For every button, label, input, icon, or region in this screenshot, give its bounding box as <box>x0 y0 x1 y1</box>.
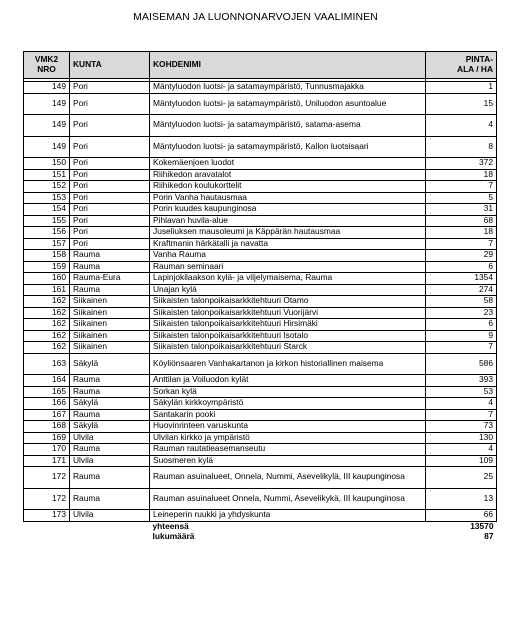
cell-pinta-ala: 9 <box>426 330 497 342</box>
cell-pinta-ala: 4 <box>426 444 497 456</box>
cell-nro: 149 <box>24 136 70 158</box>
header-nro: VMK2 NRO <box>24 52 70 79</box>
cell-nro: 172 <box>24 467 70 489</box>
cell-kunta: Rauma <box>70 386 150 398</box>
table-row <box>24 386 497 398</box>
table-row <box>24 296 497 308</box>
cell-pinta-ala: 53 <box>426 386 497 398</box>
count-label: lukumäärä <box>152 532 195 542</box>
cell-kunta: Pori <box>70 82 150 94</box>
cell-pinta-ala: 7 <box>426 238 497 250</box>
cell-kohdenimi: Siikaisten talonpoikaisarkkitehtuuri Otamo <box>150 296 426 308</box>
table-row <box>24 136 497 158</box>
cell-kunta: Siikainen <box>70 330 150 342</box>
cell-kohdenimi: Siikaisten talonpoikaisarkkitehtuuri Starck <box>150 342 426 354</box>
cell-kohdenimi: Köyliönsaaren Vanhakartanon ja kirkon historiallinen maisema <box>150 353 426 375</box>
cell-nro: 162 <box>24 319 70 331</box>
cell-nro: 165 <box>24 386 70 398</box>
cell-kohdenimi: Porin Vanha hautausmaa <box>150 192 426 204</box>
cell-kohdenimi: Siikaisten talonpoikaisarkkitehtuuri Isotalo <box>150 330 426 342</box>
cell-nro: 164 <box>24 375 70 387</box>
cell-kohdenimi: Suosmeren kylä <box>150 455 426 467</box>
cell-nro: 162 <box>24 307 70 319</box>
cell-nro: 168 <box>24 421 70 433</box>
cell-kohdenimi: Lapinjokilaakson kylä- ja viljelymaisema, Rauma <box>150 273 426 285</box>
table-row <box>24 204 497 216</box>
cell-kohdenimi: Kokemäenjoen luodot <box>150 158 426 170</box>
cell-kunta: Pori <box>70 227 150 239</box>
cell-nro: 160 <box>24 273 70 285</box>
cell-kohdenimi: Huovinrinteen varuskunta <box>150 421 426 433</box>
data-table <box>23 51 497 543</box>
cell-kohdenimi: Vanha Rauma <box>150 250 426 262</box>
cell-pinta-ala: 372 <box>426 158 497 170</box>
total-value: 13570 <box>470 521 494 531</box>
cell-pinta-ala: 4 <box>426 398 497 410</box>
table-row <box>24 375 497 387</box>
cell-nro: 169 <box>24 432 70 444</box>
cell-nro: 153 <box>24 192 70 204</box>
cell-kohdenimi: Ulvilan kirkko ja ympäristö <box>150 432 426 444</box>
table-row <box>24 353 497 375</box>
table-row <box>24 169 497 181</box>
cell-kunta: Pori <box>70 169 150 181</box>
cell-kunta: Pori <box>70 204 150 216</box>
table-row <box>24 82 497 94</box>
cell-pinta-ala: 7 <box>426 342 497 354</box>
cell-pinta-ala: 1354 <box>426 273 497 285</box>
cell-nro: 162 <box>24 296 70 308</box>
table-row <box>24 432 497 444</box>
cell-kohdenimi: Siikaisten talonpoikaisarkkitehtuuri Hirsimäki <box>150 319 426 331</box>
cell-nro: 155 <box>24 215 70 227</box>
cell-nro: 150 <box>24 158 70 170</box>
cell-kohdenimi: Siikaisten talonpoikaisarkkitehtuuri Vuorijärvi <box>150 307 426 319</box>
cell-nro: 167 <box>24 409 70 421</box>
table-row <box>24 307 497 319</box>
cell-pinta-ala: 4 <box>426 115 497 137</box>
cell-pinta-ala: 15 <box>426 93 497 115</box>
cell-kohdenimi: Rauman asuinalueet, Onnela, Nummi, Asevelikylä, III kaupunginosa <box>150 467 426 489</box>
cell-kohdenimi: Mäntyluodon luotsi- ja satamaympäristö, Uniluodon asuntoalue <box>150 93 426 115</box>
cell-nro: 162 <box>24 330 70 342</box>
cell-pinta-ala: 18 <box>426 169 497 181</box>
cell-nro: 149 <box>24 115 70 137</box>
cell-pinta-ala: 1 <box>426 82 497 94</box>
count-row <box>24 532 497 543</box>
cell-kohdenimi: Anttilan ja Voiluodon kylät <box>150 375 426 387</box>
table-row <box>24 115 497 137</box>
cell-kohdenimi: Riihikedon koulukorttelit <box>150 181 426 193</box>
cell-pinta-ala: 73 <box>426 421 497 433</box>
cell-pinta-ala: 586 <box>426 353 497 375</box>
cell-nro: 158 <box>24 250 70 262</box>
cell-nro: 156 <box>24 227 70 239</box>
cell-kunta: Rauma <box>70 250 150 262</box>
header-pinta-ala: PINTA- ALA / HA <box>426 52 497 79</box>
cell-kunta: Pori <box>70 181 150 193</box>
cell-nro: 162 <box>24 342 70 354</box>
cell-pinta-ala: 29 <box>426 250 497 262</box>
cell-kunta: Ulvila <box>70 432 150 444</box>
cell-kunta: Pori <box>70 136 150 158</box>
table-row <box>24 510 497 522</box>
cell-kunta: Pori <box>70 93 150 115</box>
count-value: 87 <box>484 532 494 542</box>
cell-nro: 163 <box>24 353 70 375</box>
cell-kunta: Säkylä <box>70 398 150 410</box>
cell-pinta-ala: 18 <box>426 227 497 239</box>
cell-nro: 149 <box>24 82 70 94</box>
table-row <box>24 273 497 285</box>
table-row <box>24 93 497 115</box>
table-row <box>24 319 497 331</box>
cell-pinta-ala: 25 <box>426 467 497 489</box>
cell-nro: 171 <box>24 455 70 467</box>
cell-pinta-ala: 393 <box>426 375 497 387</box>
table-row <box>24 330 497 342</box>
table-row <box>24 467 497 489</box>
cell-kohdenimi: Santakarin pooki <box>150 409 426 421</box>
cell-pinta-ala: 23 <box>426 307 497 319</box>
cell-kunta: Säkylä <box>70 353 150 375</box>
cell-kohdenimi: Rauman seminaari <box>150 261 426 273</box>
cell-kunta: Pori <box>70 238 150 250</box>
cell-nro: 157 <box>24 238 70 250</box>
cell-kohdenimi: Unajan kylä <box>150 284 426 296</box>
cell-kohdenimi: Mäntyluodon luotsi- ja satamaympäristö, satama-asema <box>150 115 426 137</box>
total-label: yhteensä <box>152 521 189 531</box>
cell-kunta: Pori <box>70 192 150 204</box>
cell-nro: 152 <box>24 181 70 193</box>
cell-kunta: Pori <box>70 215 150 227</box>
table-row <box>24 215 497 227</box>
table-row <box>24 455 497 467</box>
cell-kohdenimi: Juseliuksen mausoleumi ja Käppärän hautausmaa <box>150 227 426 239</box>
table-row <box>24 409 497 421</box>
cell-kunta: Ulvila <box>70 510 150 522</box>
cell-kunta: Siikainen <box>70 319 150 331</box>
cell-kunta: Siikainen <box>70 296 150 308</box>
table-row <box>24 444 497 456</box>
cell-kunta: Pori <box>70 115 150 137</box>
table-row <box>24 421 497 433</box>
table-row <box>24 398 497 410</box>
cell-kohdenimi: Riihikedon aravatalot <box>150 169 426 181</box>
cell-pinta-ala: 6 <box>426 261 497 273</box>
cell-kunta: Rauma <box>70 409 150 421</box>
cell-kohdenimi: Rauman asuinalueet Onnela, Nummi, Asevelikykä, III kaupunginosa <box>150 488 426 510</box>
cell-pinta-ala: 6 <box>426 319 497 331</box>
cell-pinta-ala: 66 <box>426 510 497 522</box>
header-row <box>24 52 497 79</box>
cell-kunta: Rauma-Eura <box>70 273 150 285</box>
cell-nro: 159 <box>24 261 70 273</box>
cell-nro: 166 <box>24 398 70 410</box>
cell-pinta-ala: 68 <box>426 215 497 227</box>
cell-nro: 170 <box>24 444 70 456</box>
cell-pinta-ala: 8 <box>426 136 497 158</box>
cell-kunta: Ulvila <box>70 455 150 467</box>
cell-kunta: Rauma <box>70 261 150 273</box>
header-kohdenimi: KOHDENIMI <box>150 52 426 79</box>
cell-pinta-ala: 5 <box>426 192 497 204</box>
cell-nro: 173 <box>24 510 70 522</box>
table-row <box>24 192 497 204</box>
cell-kohdenimi: Kraftmanin härkätalli ja navatta <box>150 238 426 250</box>
cell-nro: 172 <box>24 488 70 510</box>
cell-kunta: Säkylä <box>70 421 150 433</box>
cell-nro: 151 <box>24 169 70 181</box>
table-row <box>24 227 497 239</box>
cell-pinta-ala: 31 <box>426 204 497 216</box>
table-row <box>24 250 497 262</box>
cell-kunta: Siikainen <box>70 342 150 354</box>
table-row <box>24 488 497 510</box>
cell-pinta-ala: 274 <box>426 284 497 296</box>
table-row <box>24 181 497 193</box>
cell-kunta: Siikainen <box>70 307 150 319</box>
cell-pinta-ala: 7 <box>426 181 497 193</box>
page-title: MAISEMAN JA LUONNONARVOJEN VAALIMINEN <box>133 11 378 23</box>
cell-pinta-ala: 130 <box>426 432 497 444</box>
cell-nro: 161 <box>24 284 70 296</box>
header-kunta: KUNTA <box>70 52 150 79</box>
table-row <box>24 342 497 354</box>
table-row <box>24 284 497 296</box>
cell-pinta-ala: 7 <box>426 409 497 421</box>
cell-kohdenimi: Mäntyluodon luotsi- ja satamaympäristö, Tunnusmajakka <box>150 82 426 94</box>
cell-kohdenimi: Säkylän kirkkoympäristö <box>150 398 426 410</box>
cell-pinta-ala: 109 <box>426 455 497 467</box>
table-row <box>24 158 497 170</box>
table-row <box>24 261 497 273</box>
cell-kohdenimi: Porin kuudes kaupunginosa <box>150 204 426 216</box>
cell-nro: 149 <box>24 93 70 115</box>
cell-pinta-ala: 58 <box>426 296 497 308</box>
cell-kunta: Rauma <box>70 467 150 489</box>
table-row <box>24 238 497 250</box>
cell-nro: 154 <box>24 204 70 216</box>
cell-pinta-ala: 13 <box>426 488 497 510</box>
cell-kohdenimi: Mäntyluodon luotsi- ja satamaympäristö, Kallon luotsisaari <box>150 136 426 158</box>
total-row <box>24 521 497 532</box>
cell-kunta: Rauma <box>70 284 150 296</box>
cell-kunta: Rauma <box>70 375 150 387</box>
cell-kunta: Pori <box>70 158 150 170</box>
cell-kunta: Rauma <box>70 488 150 510</box>
cell-kohdenimi: Pihlavan huvila-alue <box>150 215 426 227</box>
cell-kohdenimi: Sorkan kylä <box>150 386 426 398</box>
cell-kohdenimi: Leineperin ruukki ja yhdyskunta <box>150 510 426 522</box>
cell-kunta: Rauma <box>70 444 150 456</box>
cell-kohdenimi: Rauman rautatieasemanseutu <box>150 444 426 456</box>
